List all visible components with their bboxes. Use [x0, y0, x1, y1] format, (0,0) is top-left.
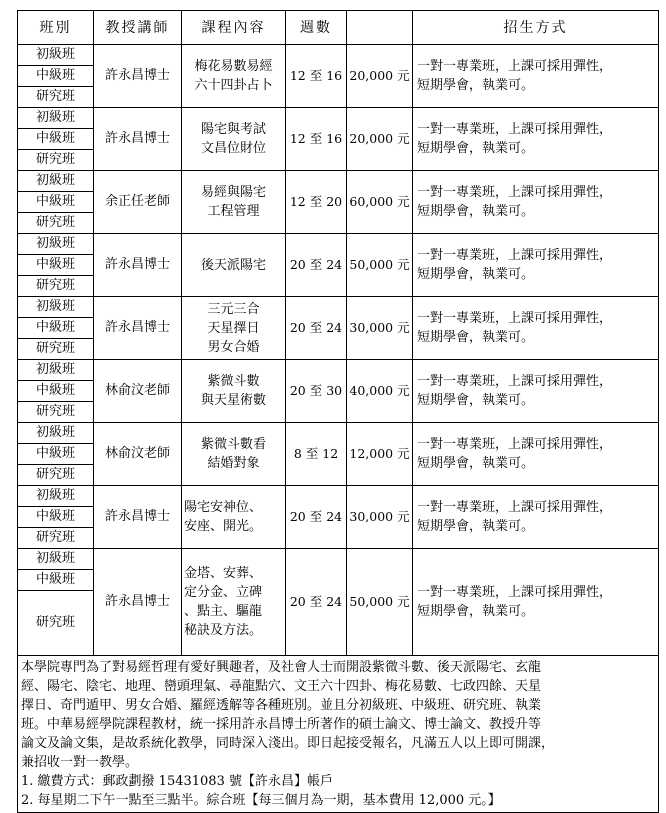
- course-table-container: [17, 10, 658, 813]
- class-level-cell: 中級班: [18, 192, 94, 213]
- fee-cell: 30,000 元: [347, 486, 413, 549]
- class-level-cell: 中級班: [18, 255, 94, 276]
- course-line: 與天星術數: [200, 393, 266, 408]
- footer-row: [18, 656, 659, 813]
- teacher-cell: 許永昌博士: [94, 549, 182, 656]
- course-line: 男女合婚: [207, 339, 260, 355]
- course-line: 梅花易數易經: [194, 59, 273, 74]
- class-level-cell: 研究班: [18, 402, 94, 423]
- class-level-cell: 初級班: [18, 549, 94, 570]
- table-row: [18, 423, 659, 444]
- weeks-cell: 12 至 16: [286, 45, 347, 108]
- fee-cell: 20,000 元: [347, 45, 413, 108]
- class-level-cell: 中級班: [18, 381, 94, 402]
- teacher-cell: 許永昌博士: [94, 297, 182, 360]
- class-level-cell: 中級班: [18, 318, 94, 339]
- method-line: 一對一專業班，上課可採用彈性，: [417, 122, 613, 137]
- method-line: 短期學會，執業可。: [417, 78, 535, 93]
- course-line: 定分金、立碑: [184, 585, 263, 600]
- class-level-cell: 初級班: [18, 360, 94, 381]
- course-cell: [182, 171, 286, 234]
- table-body: [18, 45, 659, 656]
- course-cell: [182, 108, 286, 171]
- class-level-cell: 初級班: [18, 45, 94, 66]
- table-row: [18, 171, 659, 192]
- course-cell: [182, 234, 286, 297]
- method-line: 一對一專業班，上課可採用彈性，: [417, 185, 613, 200]
- course-line: 秘訣及方法。: [184, 623, 263, 638]
- enrollment-method-cell: [413, 297, 659, 360]
- method-line: 一對一專業班，上課可採用彈性，: [417, 437, 613, 452]
- footer-note-schedule: 2. 每星期二下午一點至三點半。綜合班【每三個月為一期，基本費用 12,000 元。】: [21, 793, 501, 808]
- footer-paragraph-line: 班。中華易經學院課程教材，統一採用許永昌博士所著作的碩士論文、博士論文、教授升等: [21, 717, 542, 732]
- fee-cell: 20,000 元: [347, 108, 413, 171]
- course-cell: [182, 297, 286, 360]
- footer-paragraph-line: 擇日、奇門遁甲、男女合婚、羅經透解等各種班別。並且分初級班、中級班、研究班、執業: [21, 698, 542, 713]
- fee-cell: 50,000 元: [347, 549, 413, 656]
- course-line: 、點主、驅龍: [184, 604, 263, 619]
- method-line: 短期學會，執業可。: [417, 604, 535, 619]
- class-level-cell: 初級班: [18, 171, 94, 192]
- course-line: 陽宅安神位、: [184, 500, 263, 515]
- weeks-cell: 8 至 12: [286, 423, 347, 486]
- footer-paragraph-line: 本學院專門為了對易經哲理有愛好興趣者，及社會人士而開設紫微斗數、後天派陽宅、玄龍: [21, 660, 542, 675]
- weeks-cell: 12 至 16: [286, 108, 347, 171]
- table-row: [18, 297, 659, 318]
- course-cell: [182, 360, 286, 423]
- enrollment-method-cell: [413, 423, 659, 486]
- course-line: 文昌位財位: [200, 141, 266, 156]
- class-level-cell: 中級班: [18, 570, 94, 591]
- course-line: 六十四卦占卜: [194, 78, 273, 93]
- table-row: [18, 360, 659, 381]
- header-row: [18, 11, 659, 45]
- class-level-cell: 中級班: [18, 507, 94, 528]
- course-cell: [182, 486, 286, 549]
- class-level-cell: 研究班: [18, 528, 94, 549]
- enrollment-method-cell: [413, 171, 659, 234]
- method-line: 短期學會，執業可。: [417, 267, 535, 282]
- fee-cell: 50,000 元: [347, 234, 413, 297]
- header-course: 課程內容: [182, 11, 286, 45]
- weeks-cell: 20 至 24: [286, 234, 347, 297]
- class-level-cell: 研究班: [18, 213, 94, 234]
- class-level-cell: 研究班: [18, 339, 94, 360]
- footer-paragraph-line: 論文及論文集，是故系統化教學，同時深入淺出。即日起接受報名，凡滿五人以上即可開課，: [21, 736, 555, 751]
- header-fee: [347, 11, 413, 45]
- course-line: 結婚對象: [207, 456, 260, 471]
- header-teacher: 教授講師: [94, 11, 182, 45]
- course-line: 金塔、安葬、: [184, 566, 263, 581]
- course-line: 工程管理: [207, 204, 260, 219]
- course-line: 後天派陽宅: [200, 257, 266, 273]
- class-level-cell: 研究班: [18, 276, 94, 297]
- header-class: 班別: [18, 11, 94, 45]
- class-level-cell: 中級班: [18, 444, 94, 465]
- method-line: 一對一專業班，上課可採用彈性，: [417, 585, 613, 600]
- class-level-cell: 研究班: [18, 150, 94, 171]
- class-level-cell: 研究班: [18, 87, 94, 108]
- course-cell: [182, 45, 286, 108]
- table-row: [18, 45, 659, 66]
- course-line: 三元三合: [207, 301, 260, 317]
- weeks-cell: 20 至 24: [286, 297, 347, 360]
- enrollment-method-cell: [413, 360, 659, 423]
- course-line: 天星擇日: [207, 320, 260, 336]
- method-line: 一對一專業班，上課可採用彈性，: [417, 374, 613, 389]
- footer-paragraph: [21, 658, 655, 772]
- teacher-cell: 許永昌博士: [94, 45, 182, 108]
- enrollment-method-cell: [413, 486, 659, 549]
- table-row: [18, 486, 659, 507]
- header-weeks: 週數: [286, 11, 347, 45]
- weeks-cell: 12 至 20: [286, 171, 347, 234]
- method-line: 短期學會，執業可。: [417, 330, 535, 345]
- footer-paragraph-line: 兼招收一對一教學。: [21, 755, 139, 770]
- fee-cell: 40,000 元: [347, 360, 413, 423]
- course-line: 陽宅與考試: [200, 122, 266, 137]
- course-cell: [182, 423, 286, 486]
- class-level-cell: 中級班: [18, 66, 94, 87]
- teacher-cell: 許永昌博士: [94, 486, 182, 549]
- weeks-cell: 20 至 24: [286, 549, 347, 656]
- course-cell: [182, 549, 286, 656]
- table-row: [18, 108, 659, 129]
- teacher-cell: 林俞汶老師: [94, 423, 182, 486]
- header-method: 招生方式: [413, 11, 659, 45]
- table-row: [18, 549, 659, 570]
- method-line: 一對一專業班，上課可採用彈性，: [417, 500, 613, 515]
- teacher-cell: 余正任老師: [94, 171, 182, 234]
- method-line: 短期學會，執業可。: [417, 141, 535, 156]
- class-level-cell: 研究班: [18, 591, 94, 656]
- course-table: [17, 10, 659, 813]
- course-line: 易經與陽宅: [200, 185, 266, 200]
- class-level-cell: 初級班: [18, 423, 94, 444]
- fee-cell: 12,000 元: [347, 423, 413, 486]
- course-line: 安座、開光。: [184, 519, 263, 534]
- method-line: 短期學會，執業可。: [417, 204, 535, 219]
- method-line: 一對一專業班，上課可採用彈性，: [417, 248, 613, 263]
- method-line: 短期學會，執業可。: [417, 393, 535, 408]
- class-level-cell: 初級班: [18, 486, 94, 507]
- class-level-cell: 初級班: [18, 108, 94, 129]
- footer-paragraph-line: 經、陽宅、陰宅、地理、巒頭理氣、尋龍點穴、文王六十四卦、梅花易數、七政四餘、天星: [21, 679, 542, 694]
- enrollment-method-cell: [413, 108, 659, 171]
- class-level-cell: 初級班: [18, 234, 94, 255]
- method-line: 一對一專業班，上課可採用彈性，: [417, 311, 613, 326]
- method-line: 一對一專業班，上課可採用彈性，: [417, 59, 613, 74]
- method-line: 短期學會，執業可。: [417, 456, 535, 471]
- enrollment-method-cell: [413, 45, 659, 108]
- fee-cell: 60,000 元: [347, 171, 413, 234]
- teacher-cell: 許永昌博士: [94, 108, 182, 171]
- weeks-cell: 20 至 30: [286, 360, 347, 423]
- course-line: 紫微斗數: [207, 374, 260, 389]
- class-level-cell: 研究班: [18, 465, 94, 486]
- class-level-cell: 中級班: [18, 129, 94, 150]
- teacher-cell: 林俞汶老師: [94, 360, 182, 423]
- course-line: 紫微斗數看: [200, 437, 266, 452]
- table-row: [18, 234, 659, 255]
- fee-cell: 30,000 元: [347, 297, 413, 360]
- class-level-cell: 初級班: [18, 297, 94, 318]
- footer-cell: [18, 656, 659, 813]
- method-line: 短期學會，執業可。: [417, 519, 535, 534]
- weeks-cell: 20 至 24: [286, 486, 347, 549]
- footer-note-payment: 1. 繳費方式：郵政劃撥 15431083 號【許永昌】帳戶: [21, 774, 333, 789]
- enrollment-method-cell: [413, 234, 659, 297]
- enrollment-method-cell: [413, 549, 659, 656]
- teacher-cell: 許永昌博士: [94, 234, 182, 297]
